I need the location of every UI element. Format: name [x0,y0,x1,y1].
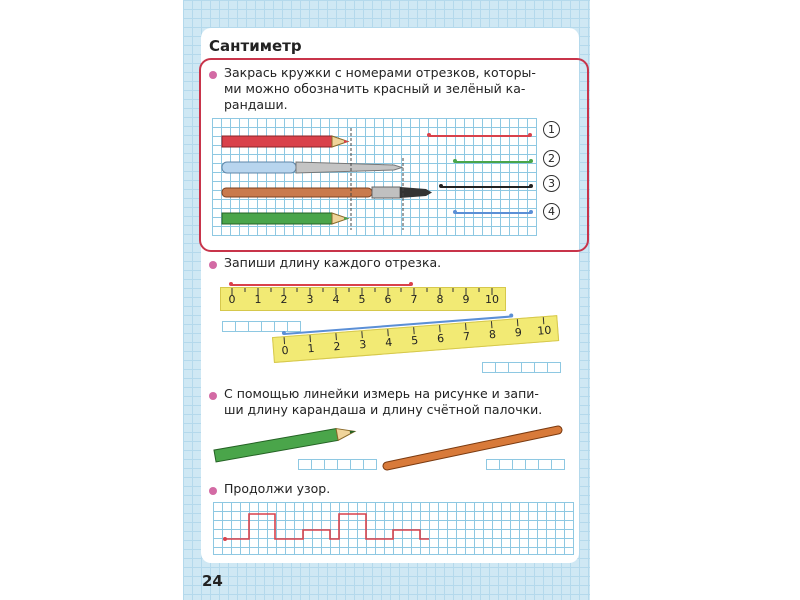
task1-line1: Закрась кружки с номерами отрезков, которы- [224,65,536,80]
ruler-label: 5 [410,333,419,348]
green-pencil-icon [222,213,349,224]
number-circle-1[interactable]: 1 [543,121,560,138]
ruler-label: 10 [485,293,499,306]
ruler-label: 0 [228,293,236,306]
ruler-label: 7 [462,329,471,344]
number-circle-4[interactable]: 4 [543,203,560,220]
task4-text: Продолжи узор. [224,481,331,496]
answer-boxes-segment-2[interactable] [482,362,560,373]
ruler-label: 10 [536,323,552,338]
ruler-label: 4 [332,293,340,306]
ruler-label: 9 [462,293,470,306]
zigzag-pattern [213,502,573,554]
segment-1 [429,135,530,137]
ruler-label: 6 [436,331,445,346]
page-title: Сантиметр [209,37,302,55]
ruler-label: 1 [307,341,315,356]
segment-2 [455,161,531,163]
paint-brush-icon [222,187,432,198]
bullet-icon [209,392,217,400]
ruler-label: 3 [306,293,314,306]
segment-3 [441,186,531,188]
ruler-label: 6 [384,293,392,306]
ruler-label: 1 [254,293,262,306]
ruler-label: 4 [384,335,393,350]
bullet-icon [209,261,217,269]
ruler-label: 5 [358,293,366,306]
page-number: 24 [202,572,223,590]
answer-boxes-stick[interactable] [486,459,564,470]
answer-boxes-pencil[interactable] [298,459,376,470]
segment-4 [455,212,531,214]
answer-boxes-segment-1[interactable] [222,321,300,332]
bullet-icon [209,71,217,79]
task2-text: Запиши длину каждого отрезка. [224,255,442,270]
ruler-label: 2 [280,293,288,306]
bullet-icon [209,487,217,495]
green-pencil-icon [214,425,357,462]
task1-line3: рандаши. [224,97,288,112]
number-circle-3[interactable]: 3 [543,175,560,192]
ruler-label: 0 [281,343,290,358]
ruler-label: 7 [410,293,418,306]
ruler-1 [220,287,506,311]
ruler-label: 2 [332,339,341,354]
ruler-label: 9 [514,325,523,340]
task1-line2: ми можно обозначить красный и зелёный ка- [224,81,526,96]
task3-line2: ши длину карандаша и длину счётной палочки. [224,402,543,417]
ruler-label: 3 [358,337,367,352]
ruler-label: 8 [488,327,497,342]
ruler-label: 8 [436,293,444,306]
measured-segment-red [231,284,411,286]
pen-icon [222,162,402,173]
task3-line1: С помощью линейки измерь на рисунке и запи- [224,386,539,401]
red-pencil-icon [222,136,349,147]
number-circle-2[interactable]: 2 [543,150,560,167]
